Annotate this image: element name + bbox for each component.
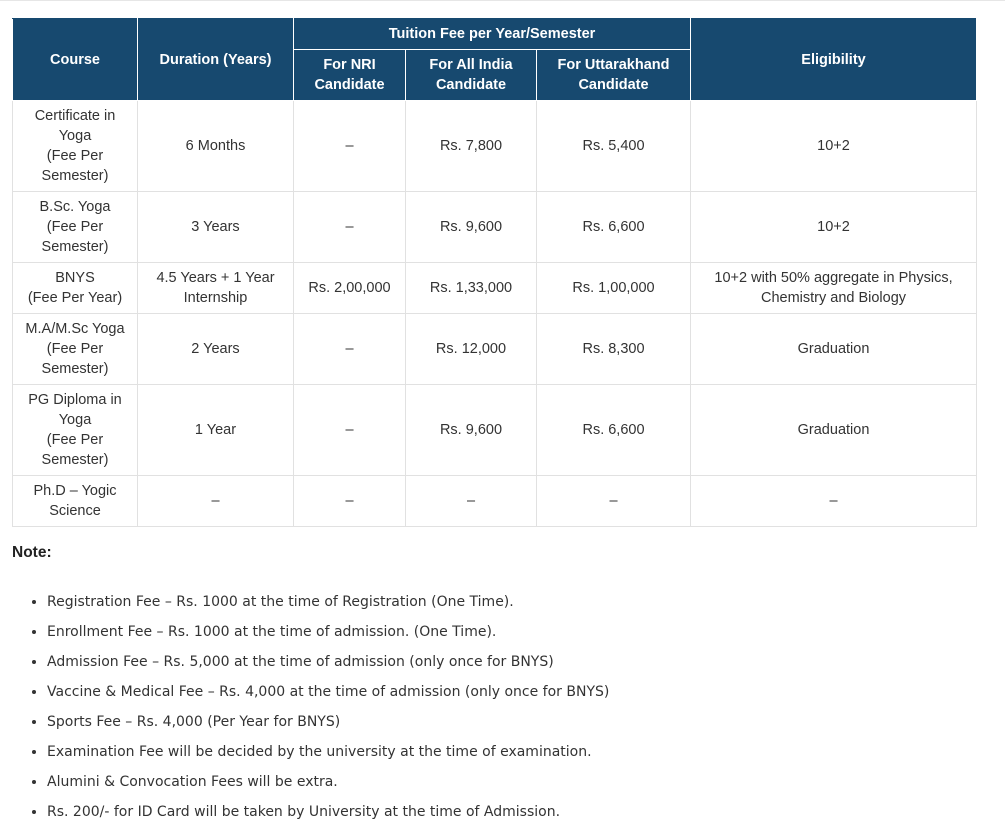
cell-all-india-fee: Rs. 9,600 (406, 192, 537, 263)
top-divider (0, 0, 1005, 1)
cell-text: Graduation (797, 341, 870, 357)
list-item: • Alumini & Convocation Fees will be extra. (47, 768, 609, 798)
cell-all-india-fee: Rs. 7,800 (406, 101, 537, 192)
table-row (13, 385, 977, 476)
cell-text: 6 Months (185, 138, 246, 154)
cell-eligibility (691, 314, 977, 385)
cell-duration (138, 476, 294, 527)
header-nri-line-2: Candidate (314, 77, 385, 93)
cell-text: (Fee Per (46, 219, 104, 235)
cell-course (13, 101, 138, 192)
cell-text: Semester) (41, 361, 109, 377)
list-item: • Registration Fee – Rs. 1000 at the time of Registration (One Time). (47, 588, 609, 618)
cell-duration (138, 192, 294, 263)
cell-all-india-fee: – (406, 476, 537, 527)
cell-uttarakhand-fee: Rs. 6,600 (537, 385, 691, 476)
cell-eligibility (691, 385, 977, 476)
cell-eligibility (691, 263, 977, 314)
cell-text: Ph.D – Yogic (33, 483, 117, 499)
cell-eligibility (691, 101, 977, 192)
cell-text: 10+2 (817, 138, 850, 154)
cell-text: Graduation (797, 422, 870, 438)
cell-uttarakhand-fee: – (537, 476, 691, 527)
header-duration: Duration (Years) (138, 19, 294, 101)
cell-text: Semester) (41, 168, 109, 184)
fee-table (12, 18, 977, 527)
cell-course (13, 476, 138, 527)
table-row (13, 476, 977, 527)
cell-duration (138, 263, 294, 314)
table-row (13, 101, 977, 192)
header-eligibility: Eligibility (691, 19, 977, 101)
header-nri (294, 50, 406, 101)
cell-text: (Fee Per Year) (27, 290, 123, 306)
cell-text: – (211, 493, 220, 509)
cell-nri-fee: – (294, 476, 406, 527)
header-all-india-line-1: For All India (429, 57, 513, 73)
cell-text: 2 Years (191, 341, 240, 357)
cell-text: (Fee Per (46, 432, 104, 448)
cell-text: Chemistry and Biology (760, 290, 907, 306)
cell-text: BNYS (55, 270, 95, 286)
header-uttarakhand-line-1: For Uttarakhand (557, 57, 670, 73)
cell-text: Yoga (58, 412, 92, 428)
cell-text: Internship (183, 290, 248, 306)
cell-duration (138, 314, 294, 385)
header-uttarakhand (537, 50, 691, 101)
cell-eligibility (691, 476, 977, 527)
cell-nri-fee: Rs. 2,00,000 (294, 263, 406, 314)
cell-course (13, 263, 138, 314)
list-item: • Rs. 200/- for ID Card will be taken by University at the time of Admission. (47, 798, 609, 828)
header-all-india (406, 50, 537, 101)
cell-text: 3 Years (191, 219, 240, 235)
cell-text: PG Diploma in (28, 392, 122, 408)
header-nri-line-1: For NRI (323, 57, 376, 73)
cell-text: Science (49, 503, 101, 519)
table-row (13, 263, 977, 314)
cell-duration (138, 385, 294, 476)
cell-text: 10+2 (817, 219, 850, 235)
cell-text: B.Sc. Yoga (39, 199, 111, 215)
header-uttarakhand-line-2: Candidate (578, 77, 649, 93)
cell-nri-fee: – (294, 192, 406, 263)
cell-text: (Fee Per (46, 148, 104, 164)
table-row (13, 314, 977, 385)
cell-course (13, 385, 138, 476)
table-row (13, 192, 977, 263)
list-item: • Examination Fee will be decided by the university at the time of examination. (47, 738, 609, 768)
cell-text: Semester) (41, 452, 109, 468)
list-item: • Sports Fee – Rs. 4,000 (Per Year for BNYS) (47, 708, 609, 738)
cell-all-india-fee: Rs. 9,600 (406, 385, 537, 476)
note-title: Note: (12, 544, 52, 561)
header-row (13, 19, 977, 50)
cell-text: 10+2 with 50% aggregate in Physics, (714, 270, 953, 286)
cell-uttarakhand-fee: Rs. 8,300 (537, 314, 691, 385)
cell-text: M.A/M.Sc Yoga (25, 321, 125, 337)
list-item: • Enrollment Fee – Rs. 1000 at the time of admission. (One Time). (47, 618, 609, 648)
cell-text: Semester) (41, 239, 109, 255)
header-all-india-line-2: Candidate (435, 77, 507, 93)
cell-uttarakhand-fee: Rs. 5,400 (537, 101, 691, 192)
header-tuition-group: Tuition Fee per Year/Semester (294, 19, 691, 50)
cell-all-india-fee: Rs. 12,000 (406, 314, 537, 385)
cell-text: Certificate in (34, 108, 116, 124)
cell-text: (Fee Per (46, 341, 104, 357)
cell-text: 1 Year (194, 422, 237, 438)
cell-all-india-fee: Rs. 1,33,000 (406, 263, 537, 314)
cell-text: 4.5 Years + 1 Year (156, 270, 275, 286)
cell-uttarakhand-fee: Rs. 1,00,000 (537, 263, 691, 314)
list-item: • Vaccine & Medical Fee – Rs. 4,000 at the time of admission (only once for BNYS) (47, 678, 609, 708)
cell-nri-fee: – (294, 101, 406, 192)
cell-nri-fee: – (294, 385, 406, 476)
cell-course (13, 192, 138, 263)
header-course: Course (13, 19, 138, 101)
cell-course (13, 314, 138, 385)
cell-text: – (829, 493, 838, 509)
cell-eligibility (691, 192, 977, 263)
cell-nri-fee: – (294, 314, 406, 385)
note-list (12, 588, 609, 828)
list-item: • Admission Fee – Rs. 5,000 at the time of admission (only once for BNYS) (47, 648, 609, 678)
cell-uttarakhand-fee: Rs. 6,600 (537, 192, 691, 263)
cell-text: Yoga (58, 128, 92, 144)
cell-duration (138, 101, 294, 192)
